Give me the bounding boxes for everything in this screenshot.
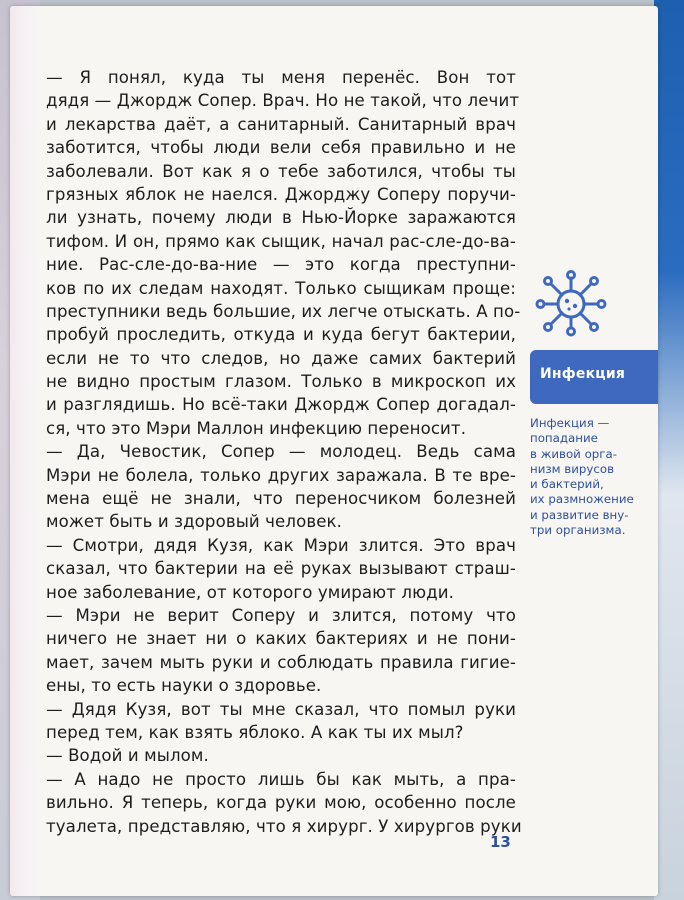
text-line: дядя — Джордж Сопер. Врач. Но не такой, что лечит <box>46 91 520 111</box>
text-line: заболевали. Вот как я о тебе заботился, чтобы ты <box>46 161 516 181</box>
text-line: — Мэри не верит Соперу и злится, потому что <box>46 605 516 625</box>
text-line: может быть и здоровый человек. <box>46 512 343 532</box>
text-line: если не то что следов, но даже самих бактерий <box>46 348 516 368</box>
page-fold-shadow <box>10 6 38 896</box>
text-line: ся, что это Мэри Маллон инфекцию переносит. <box>46 418 467 438</box>
definition-line: три организма. <box>530 523 626 538</box>
definition-line: попадание <box>530 431 598 446</box>
text-line: грязных яблок не наелся. Джорджу Соперу поручи- <box>46 184 516 204</box>
text-line: и разглядишь. Но всё-таки Джордж Сопер догадал- <box>46 395 516 415</box>
text-line: не видно простым глазом. Только в микроскоп их <box>46 372 516 392</box>
definition-line: в живой орга- <box>530 446 617 461</box>
term-definition <box>530 416 648 538</box>
page-number: 13 <box>490 833 511 851</box>
definition-line: и развитие вну- <box>530 507 629 522</box>
background-right <box>654 0 684 900</box>
text-line: преступники ведь большие, их легче отыскать. А по- <box>46 301 521 321</box>
text-line: перед тем, как взять яблоко. А как ты их мыл? <box>46 722 464 742</box>
text-line: ничего не знает ни о каких бактериях и не пони- <box>46 629 516 649</box>
text-line: вильно. Я теперь, когда руки мою, особенно после <box>46 793 516 813</box>
text-line: пробуй проследить, откуда и куда бегут бактерии, <box>46 325 516 345</box>
text-line: ков по их следам находят. Только сыщикам проще: <box>46 278 516 298</box>
text-line: Мэри не болела, только других заражала. В те вре- <box>46 465 516 485</box>
text-line: ние. Рас-сле-до-ва-ние — это когда преступни- <box>46 255 516 275</box>
text-line: — Смотри, дядя Кузя, как Мэри злится. Это врач <box>46 535 516 555</box>
text-line: — Я понял, куда ты меня перенёс. Вон тот <box>46 68 516 87</box>
text-line: сказал, что бактерии на её руках вызывают страш- <box>46 559 516 579</box>
term-title: Инфекция <box>540 366 626 382</box>
text-line: — Да, Чевостик, Сопер — молодец. Ведь сама <box>46 442 516 462</box>
definition-line: их размножение <box>530 492 634 507</box>
text-line: мает, зачем мыть руки и соблюдать правила гигие- <box>46 652 516 672</box>
virus-icon <box>528 268 614 338</box>
text-line: ли узнать, почему люди в Нью-Йорке заражаются <box>46 208 516 228</box>
text-line: — Водой и мылом. <box>46 746 209 766</box>
definition-line: низм вирусов <box>530 461 615 476</box>
text-line: мена ещё не знали, что переносчиком болезней <box>46 489 516 509</box>
text-line: заботится, чтобы люди вели себя правильно и не <box>46 138 516 158</box>
text-line: и лекарства даёт, а санитарный. Санитарный врач <box>46 114 516 134</box>
definition-line: и бактерий, <box>530 477 604 492</box>
main-text <box>46 66 522 838</box>
text-line: ное заболевание, от которого умирают люди. <box>46 582 454 602</box>
text-line: тифом. И он, прямо как сыщик, начал рас-сле-до-ва- <box>46 231 516 251</box>
text-line: ены, то есть науки о здоровье. <box>46 676 322 696</box>
text-line: — Дядя Кузя, вот ты мне сказал, что помыл руки <box>46 699 516 719</box>
text-line: — А надо не просто лишь бы как мыть, а пра- <box>46 769 516 789</box>
definition-line: Инфекция — <box>530 416 610 430</box>
text-line: туалета, представляю, что я хирург. У хирургов руки <box>46 816 522 836</box>
